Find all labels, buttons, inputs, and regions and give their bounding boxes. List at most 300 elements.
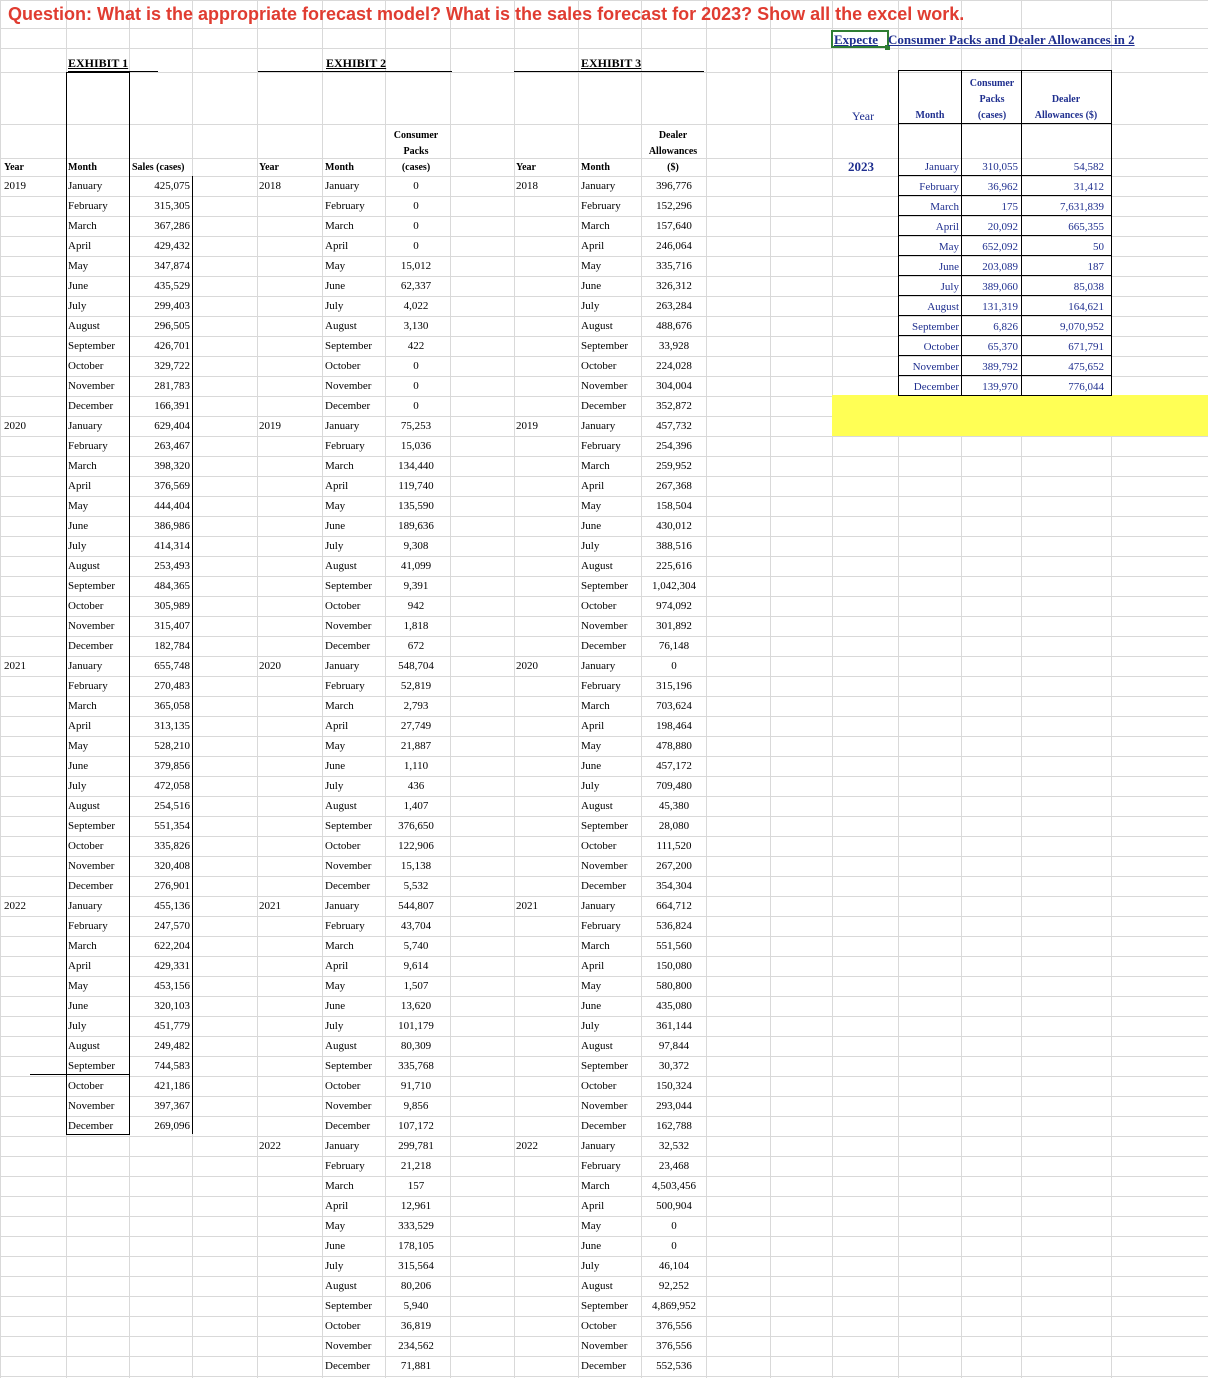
ex2-packs: 15,138 [400, 860, 432, 872]
ex2-month: December [325, 1360, 371, 1372]
ex1-sales: 472,058 [154, 780, 190, 792]
ex1-sales: 425,075 [154, 180, 190, 192]
ex2-month: December [325, 880, 371, 892]
exp-packs: 139,970 [982, 381, 1018, 393]
ex3-allowances: 23,468 [658, 1160, 690, 1172]
ex2-month: April [325, 480, 349, 492]
ex3-allowances: 97,844 [658, 1040, 690, 1052]
ex2-packs: 9,614 [403, 960, 429, 972]
ex2-packs: 0 [413, 180, 419, 192]
ex1-sales: 315,407 [154, 620, 190, 632]
ex1-sales: 397,367 [154, 1100, 190, 1112]
ex2-year: 2019 [259, 420, 281, 432]
ex2-month: August [325, 1280, 357, 1292]
ex1-sales: 320,103 [154, 1000, 190, 1012]
ex3-allowances: 267,368 [656, 480, 692, 492]
ex2-packs: 91,710 [400, 1080, 432, 1092]
ex2-month: August [325, 800, 357, 812]
exp-month: December [913, 381, 959, 393]
exp-month: April [935, 221, 959, 233]
ex2-month: April [325, 720, 349, 732]
ex2-month: September [325, 580, 373, 592]
ex1-year-header: Year [4, 162, 24, 173]
ex1-month: February [68, 440, 108, 452]
ex1-year: 2019 [4, 180, 26, 192]
ex1-month: April [68, 720, 92, 732]
ex2-month: November [325, 620, 372, 632]
exp-allowances: 164,621 [1068, 301, 1104, 313]
ex3-month: March [581, 220, 610, 232]
ex2-packs: 107,172 [398, 1120, 434, 1132]
ex1-sales: 421,186 [154, 1080, 190, 1092]
question-text: Question: What is the appropriate forecast model? What is the sales forecast for 2023? Show all the excel work. [8, 4, 965, 24]
ex2-month: August [325, 1040, 357, 1052]
ex2-packs: 12,961 [400, 1200, 432, 1212]
ex2-packs: 9,391 [403, 580, 429, 592]
ex1-sales: 249,482 [154, 1040, 190, 1052]
exp-allowances: 475,652 [1068, 361, 1104, 373]
ex2-packs: 315,564 [398, 1260, 434, 1272]
ex3-allowances: 354,304 [656, 880, 692, 892]
ex1-sales: 429,432 [154, 240, 190, 252]
ex2-month: September [325, 340, 373, 352]
ex2-month: November [325, 1340, 372, 1352]
ex3-month: November [581, 860, 628, 872]
ex3-allowances: 46,104 [658, 1260, 690, 1272]
exp-packs-header: Consumer Packs (cases) [969, 78, 1015, 121]
ex2-month: April [325, 960, 349, 972]
ex2-packs: 101,179 [398, 1020, 434, 1032]
exp-packs: 203,089 [982, 261, 1018, 273]
ex1-sales: 166,391 [154, 400, 190, 412]
ex1-sales: 347,874 [154, 260, 190, 272]
ex1-sales: 451,779 [154, 1020, 190, 1032]
ex3-month: September [581, 1060, 629, 1072]
ex1-sales: 414,314 [154, 540, 190, 552]
ex2-packs: 1,818 [403, 620, 429, 632]
exhibit3-title: EXHIBIT 3 [581, 56, 642, 70]
ex1-sales: 299,403 [154, 300, 190, 312]
ex3-month: February [581, 200, 621, 212]
ex2-month: January [325, 900, 360, 912]
ex3-month: August [581, 1040, 613, 1052]
ex3-month: September [581, 580, 629, 592]
ex3-allowances: 361,144 [656, 1020, 692, 1032]
ex2-month: February [325, 1160, 365, 1172]
ex2-packs: 71,881 [400, 1360, 432, 1372]
ex2-month: September [325, 1300, 373, 1312]
ex3-month: January [581, 1140, 616, 1152]
ex3-allowances: 259,952 [656, 460, 692, 472]
ex3-year: 2018 [516, 180, 538, 192]
ex1-sales: 254,516 [154, 800, 190, 812]
ex3-month: February [581, 920, 621, 932]
ex2-month: February [325, 200, 365, 212]
ex3-allowances: 326,312 [656, 280, 692, 292]
ex3-month: June [581, 1000, 602, 1012]
ex3-month: May [581, 1220, 602, 1232]
ex3-month: August [581, 560, 613, 572]
ex2-packs: 80,206 [400, 1280, 432, 1292]
ex2-month: December [325, 1120, 371, 1132]
ex2-packs: 5,740 [403, 940, 429, 952]
ex3-allowances: 488,676 [656, 320, 692, 332]
ex2-month: October [325, 360, 361, 372]
ex3-allowances: 33,928 [658, 340, 690, 352]
ex3-month: April [581, 480, 605, 492]
exp-packs: 652,092 [982, 241, 1018, 253]
ex2-packs: 0 [413, 240, 419, 252]
ex2-packs: 333,529 [398, 1220, 434, 1232]
exp-month: September [911, 321, 959, 333]
ex1-month: October [68, 360, 104, 372]
ex3-month: January [581, 420, 616, 432]
ex2-year: 2020 [259, 660, 281, 672]
ex2-month: April [325, 1200, 349, 1212]
ex1-month: January [68, 420, 103, 432]
exhibit2-title: EXHIBIT 2 [326, 56, 387, 70]
ex3-allowances: 315,196 [656, 680, 692, 692]
ex1-month: February [68, 200, 108, 212]
ex1-sales: 365,058 [154, 700, 190, 712]
ex1-sales: 296,505 [154, 320, 190, 332]
ex2-month: January [325, 1140, 360, 1152]
ex3-month: July [581, 1260, 600, 1272]
ex3-allowances: 551,560 [656, 940, 692, 952]
ex1-month: February [68, 680, 108, 692]
ex3-month: September [581, 1300, 629, 1312]
ex2-month: February [325, 920, 365, 932]
ex1-month: April [68, 480, 92, 492]
exp-packs: 65,370 [987, 341, 1018, 353]
ex1-month: January [68, 660, 103, 672]
ex2-packs: 135,590 [398, 500, 434, 512]
ex2-packs: 13,620 [400, 1000, 432, 1012]
ex3-month: October [581, 840, 617, 852]
ex3-month: June [581, 280, 602, 292]
ex3-allowances: 709,480 [656, 780, 692, 792]
ex3-month: November [581, 1100, 628, 1112]
ex2-month: June [325, 1000, 346, 1012]
ex2-month: January [325, 180, 360, 192]
ex1-sales: 398,320 [154, 460, 190, 472]
exp-allowances: 31,412 [1073, 181, 1104, 193]
exp-month: February [919, 181, 959, 193]
exp-packs: 310,055 [982, 161, 1018, 173]
ex2-month: August [325, 320, 357, 332]
ex3-month: February [581, 1160, 621, 1172]
ex1-sales: 455,136 [154, 900, 190, 912]
exp-allowances: 54,582 [1073, 161, 1104, 173]
ex2-month: September [325, 1060, 373, 1072]
ex3-month: November [581, 380, 628, 392]
ex3-month: July [581, 780, 600, 792]
ex3-allowances: 293,044 [656, 1100, 692, 1112]
ex3-allowances: 478,880 [656, 740, 692, 752]
ex1-sales: 629,404 [154, 420, 190, 432]
ex1-month: November [68, 620, 115, 632]
ex2-packs: 75,253 [400, 420, 432, 432]
ex2-packs: 134,440 [398, 460, 434, 472]
ex3-allowances: 92,252 [658, 1280, 690, 1292]
ex1-sales: 269,096 [154, 1120, 190, 1132]
ex3-allowances: 974,092 [656, 600, 692, 612]
exp-allowances: 9,070,952 [1060, 321, 1104, 333]
ex1-month: July [68, 1020, 87, 1032]
ex2-month: June [325, 760, 346, 772]
ex1-month: August [68, 1040, 100, 1052]
ex3-month: October [581, 1080, 617, 1092]
ex3-month: May [581, 740, 602, 752]
ex2-month: July [325, 1260, 344, 1272]
ex3-allowances: 457,732 [656, 420, 692, 432]
ex2-month: February [325, 440, 365, 452]
ex2-packs: 41,099 [400, 560, 432, 572]
exp-allowances: 671,791 [1068, 341, 1104, 353]
ex3-allowances: 45,380 [658, 800, 690, 812]
ex3-allowances: 111,520 [656, 840, 692, 852]
ex2-packs: 672 [407, 640, 425, 652]
ex3-month: July [581, 300, 600, 312]
ex1-month: December [68, 1120, 114, 1132]
ex2-year-header: Year [259, 162, 279, 173]
ex2-month: May [325, 1220, 346, 1232]
ex3-allowances: 376,556 [656, 1340, 692, 1352]
ex2-month: November [325, 1100, 372, 1112]
ex1-sales-header: Sales (cases) [132, 162, 185, 173]
ex1-sales: 453,156 [154, 980, 190, 992]
ex3-allowances: 703,624 [656, 700, 692, 712]
ex2-packs: 4,022 [403, 300, 429, 312]
ex3-allowances: 0 [671, 660, 677, 672]
exp-month-header: Month [915, 110, 945, 121]
exp-month: October [923, 341, 959, 353]
ex3-month: May [581, 260, 602, 272]
exp-packs: 36,962 [987, 181, 1018, 193]
ex2-packs: 5,532 [403, 880, 429, 892]
ex1-month: November [68, 1100, 115, 1112]
ex2-packs: 178,105 [398, 1240, 434, 1252]
ex3-month: March [581, 1180, 610, 1192]
ex2-packs: 0 [413, 200, 419, 212]
ex3-allowances: 301,892 [656, 620, 692, 632]
ex1-month: November [68, 380, 115, 392]
exp-packs: 20,092 [987, 221, 1018, 233]
ex3-allowances: 396,776 [656, 180, 692, 192]
ex1-month: March [68, 700, 97, 712]
ex2-month: June [325, 280, 346, 292]
ex3-allowances-header: Dealer Allowances ($) [648, 130, 698, 173]
ex1-year: 2020 [4, 420, 26, 432]
ex3-month: November [581, 1340, 628, 1352]
ex2-month: July [325, 780, 344, 792]
ex1-sales: 444,404 [154, 500, 190, 512]
ex2-packs: 436 [407, 780, 425, 792]
ex2-month: March [325, 700, 354, 712]
ex1-sales: 276,901 [154, 880, 190, 892]
ex3-year: 2022 [516, 1140, 538, 1152]
ex1-month: November [68, 860, 115, 872]
exp-packs: 175 [1001, 201, 1018, 213]
ex3-month: May [581, 500, 602, 512]
ex2-month: June [325, 1240, 346, 1252]
ex2-packs: 52,819 [400, 680, 432, 692]
ex2-month: November [325, 380, 372, 392]
exp-packs: 131,319 [982, 301, 1018, 313]
ex3-allowances: 457,172 [656, 760, 692, 772]
exp-month: July [940, 281, 959, 293]
ex1-month: March [68, 220, 97, 232]
ex3-allowances: 225,616 [656, 560, 692, 572]
ex2-packs: 2,793 [403, 700, 429, 712]
ex2-month: January [325, 420, 360, 432]
ex2-year: 2021 [259, 900, 281, 912]
ex1-month: December [68, 880, 114, 892]
exp-packs: 6,826 [993, 321, 1018, 333]
ex2-month: July [325, 1020, 344, 1032]
ex3-allowances: 552,536 [656, 1360, 692, 1372]
ex2-month: March [325, 1180, 354, 1192]
ex1-month: January [68, 180, 103, 192]
ex2-packs: 544,807 [398, 900, 434, 912]
expected-header-rest: Consumer Packs and Dealer Allowances in 2 [888, 32, 1135, 47]
ex3-month: January [581, 660, 616, 672]
ex3-allowances: 150,324 [656, 1080, 692, 1092]
ex3-allowances: 0 [671, 1220, 677, 1232]
ex2-packs: 0 [413, 380, 419, 392]
ex1-month-header: Month [68, 162, 97, 173]
ex2-packs: 62,337 [400, 280, 432, 292]
ex2-packs: 36,819 [400, 1320, 432, 1332]
ex3-month: March [581, 460, 610, 472]
ex3-year-header: Year [516, 162, 536, 173]
ex3-month: November [581, 620, 628, 632]
ex3-allowances: 435,080 [656, 1000, 692, 1012]
ex3-month: December [581, 1120, 627, 1132]
ex1-sales: 744,583 [154, 1060, 190, 1072]
ex3-allowances: 267,200 [656, 860, 692, 872]
ex2-month: December [325, 640, 371, 652]
ex3-month: August [581, 1280, 613, 1292]
ex2-packs: 27,749 [400, 720, 432, 732]
ex1-sales: 484,365 [154, 580, 190, 592]
ex3-allowances: 30,372 [658, 1060, 690, 1072]
ex1-month: May [68, 500, 89, 512]
ex2-packs: 9,308 [403, 540, 429, 552]
exp-month: January [924, 161, 959, 173]
ex1-sales: 253,493 [154, 560, 190, 572]
ex3-month: December [581, 400, 627, 412]
ex3-month-header: Month [581, 162, 610, 173]
ex1-month: May [68, 260, 89, 272]
ex2-packs: 157 [407, 1180, 425, 1192]
ex3-allowances: 1,042,304 [652, 580, 696, 592]
ex1-sales: 367,286 [154, 220, 190, 232]
ex2-month: February [325, 680, 365, 692]
exp-allowances-header: Dealer Allowances ($) [1034, 94, 1098, 121]
highlighted-cells[interactable] [832, 395, 1208, 436]
ex2-month: April [325, 240, 349, 252]
ex3-allowances: 254,396 [656, 440, 692, 452]
exp-month: May [938, 241, 959, 253]
ex1-sales: 386,986 [154, 520, 190, 532]
exp-month: March [930, 201, 959, 213]
ex3-allowances: 150,080 [656, 960, 692, 972]
ex1-month: August [68, 800, 100, 812]
ex2-month: November [325, 860, 372, 872]
ex1-sales: 247,570 [154, 920, 190, 932]
ex2-packs: 189,636 [398, 520, 434, 532]
ex3-month: January [581, 900, 616, 912]
ex3-year: 2021 [516, 900, 538, 912]
ex1-sales: 429,331 [154, 960, 190, 972]
ex2-packs: 119,740 [398, 480, 434, 492]
ex3-month: August [581, 320, 613, 332]
ex1-sales: 435,529 [154, 280, 190, 292]
exp-packs: 389,792 [982, 361, 1018, 373]
ex3-month: April [581, 240, 605, 252]
ex3-month: December [581, 640, 627, 652]
ex3-month: April [581, 720, 605, 732]
ex3-year: 2019 [516, 420, 538, 432]
ex1-month: August [68, 320, 100, 332]
ex3-allowances: 4,869,952 [652, 1300, 696, 1312]
exp-month: June [938, 261, 959, 273]
ex3-allowances: 430,012 [656, 520, 692, 532]
ex3-allowances: 352,872 [656, 400, 692, 412]
ex2-packs: 0 [413, 400, 419, 412]
ex3-month: February [581, 680, 621, 692]
ex1-month: March [68, 460, 97, 472]
ex3-allowances: 76,148 [658, 640, 690, 652]
ex1-month: December [68, 400, 114, 412]
ex3-allowances: 388,516 [656, 540, 692, 552]
ex1-month: October [68, 600, 104, 612]
ex1-month: June [68, 280, 89, 292]
ex2-packs: 43,704 [400, 920, 432, 932]
ex1-month: July [68, 780, 87, 792]
ex2-packs: 234,562 [398, 1340, 434, 1352]
exp-allowances: 50 [1093, 241, 1104, 253]
ex2-packs: 376,650 [398, 820, 434, 832]
ex1-year: 2021 [4, 660, 26, 672]
ex3-allowances: 152,296 [656, 200, 692, 212]
ex1-sales: 281,783 [154, 380, 190, 392]
ex1-sales: 376,569 [154, 480, 190, 492]
ex1-sales: 313,135 [154, 720, 190, 732]
ex2-month: July [325, 300, 344, 312]
ex2-packs: 15,036 [400, 440, 432, 452]
ex3-allowances: 32,532 [658, 1140, 690, 1152]
ex1-month: July [68, 540, 87, 552]
ex3-year: 2020 [516, 660, 538, 672]
ex3-allowances: 246,064 [656, 240, 692, 252]
exp-allowances: 665,355 [1068, 221, 1104, 233]
ex1-month: September [68, 820, 116, 832]
ex1-month: June [68, 1000, 89, 1012]
ex2-packs: 335,768 [398, 1060, 434, 1072]
ex2-month: September [325, 820, 373, 832]
ex1-sales: 305,989 [154, 600, 190, 612]
ex2-month: July [325, 540, 344, 552]
ex3-allowances: 304,004 [656, 380, 692, 392]
exp-month: August [927, 301, 959, 313]
expected-header [834, 32, 1135, 48]
ex2-month: March [325, 940, 354, 952]
ex1-sales: 315,305 [154, 200, 190, 212]
ex3-month: December [581, 880, 627, 892]
ex3-month: June [581, 520, 602, 532]
